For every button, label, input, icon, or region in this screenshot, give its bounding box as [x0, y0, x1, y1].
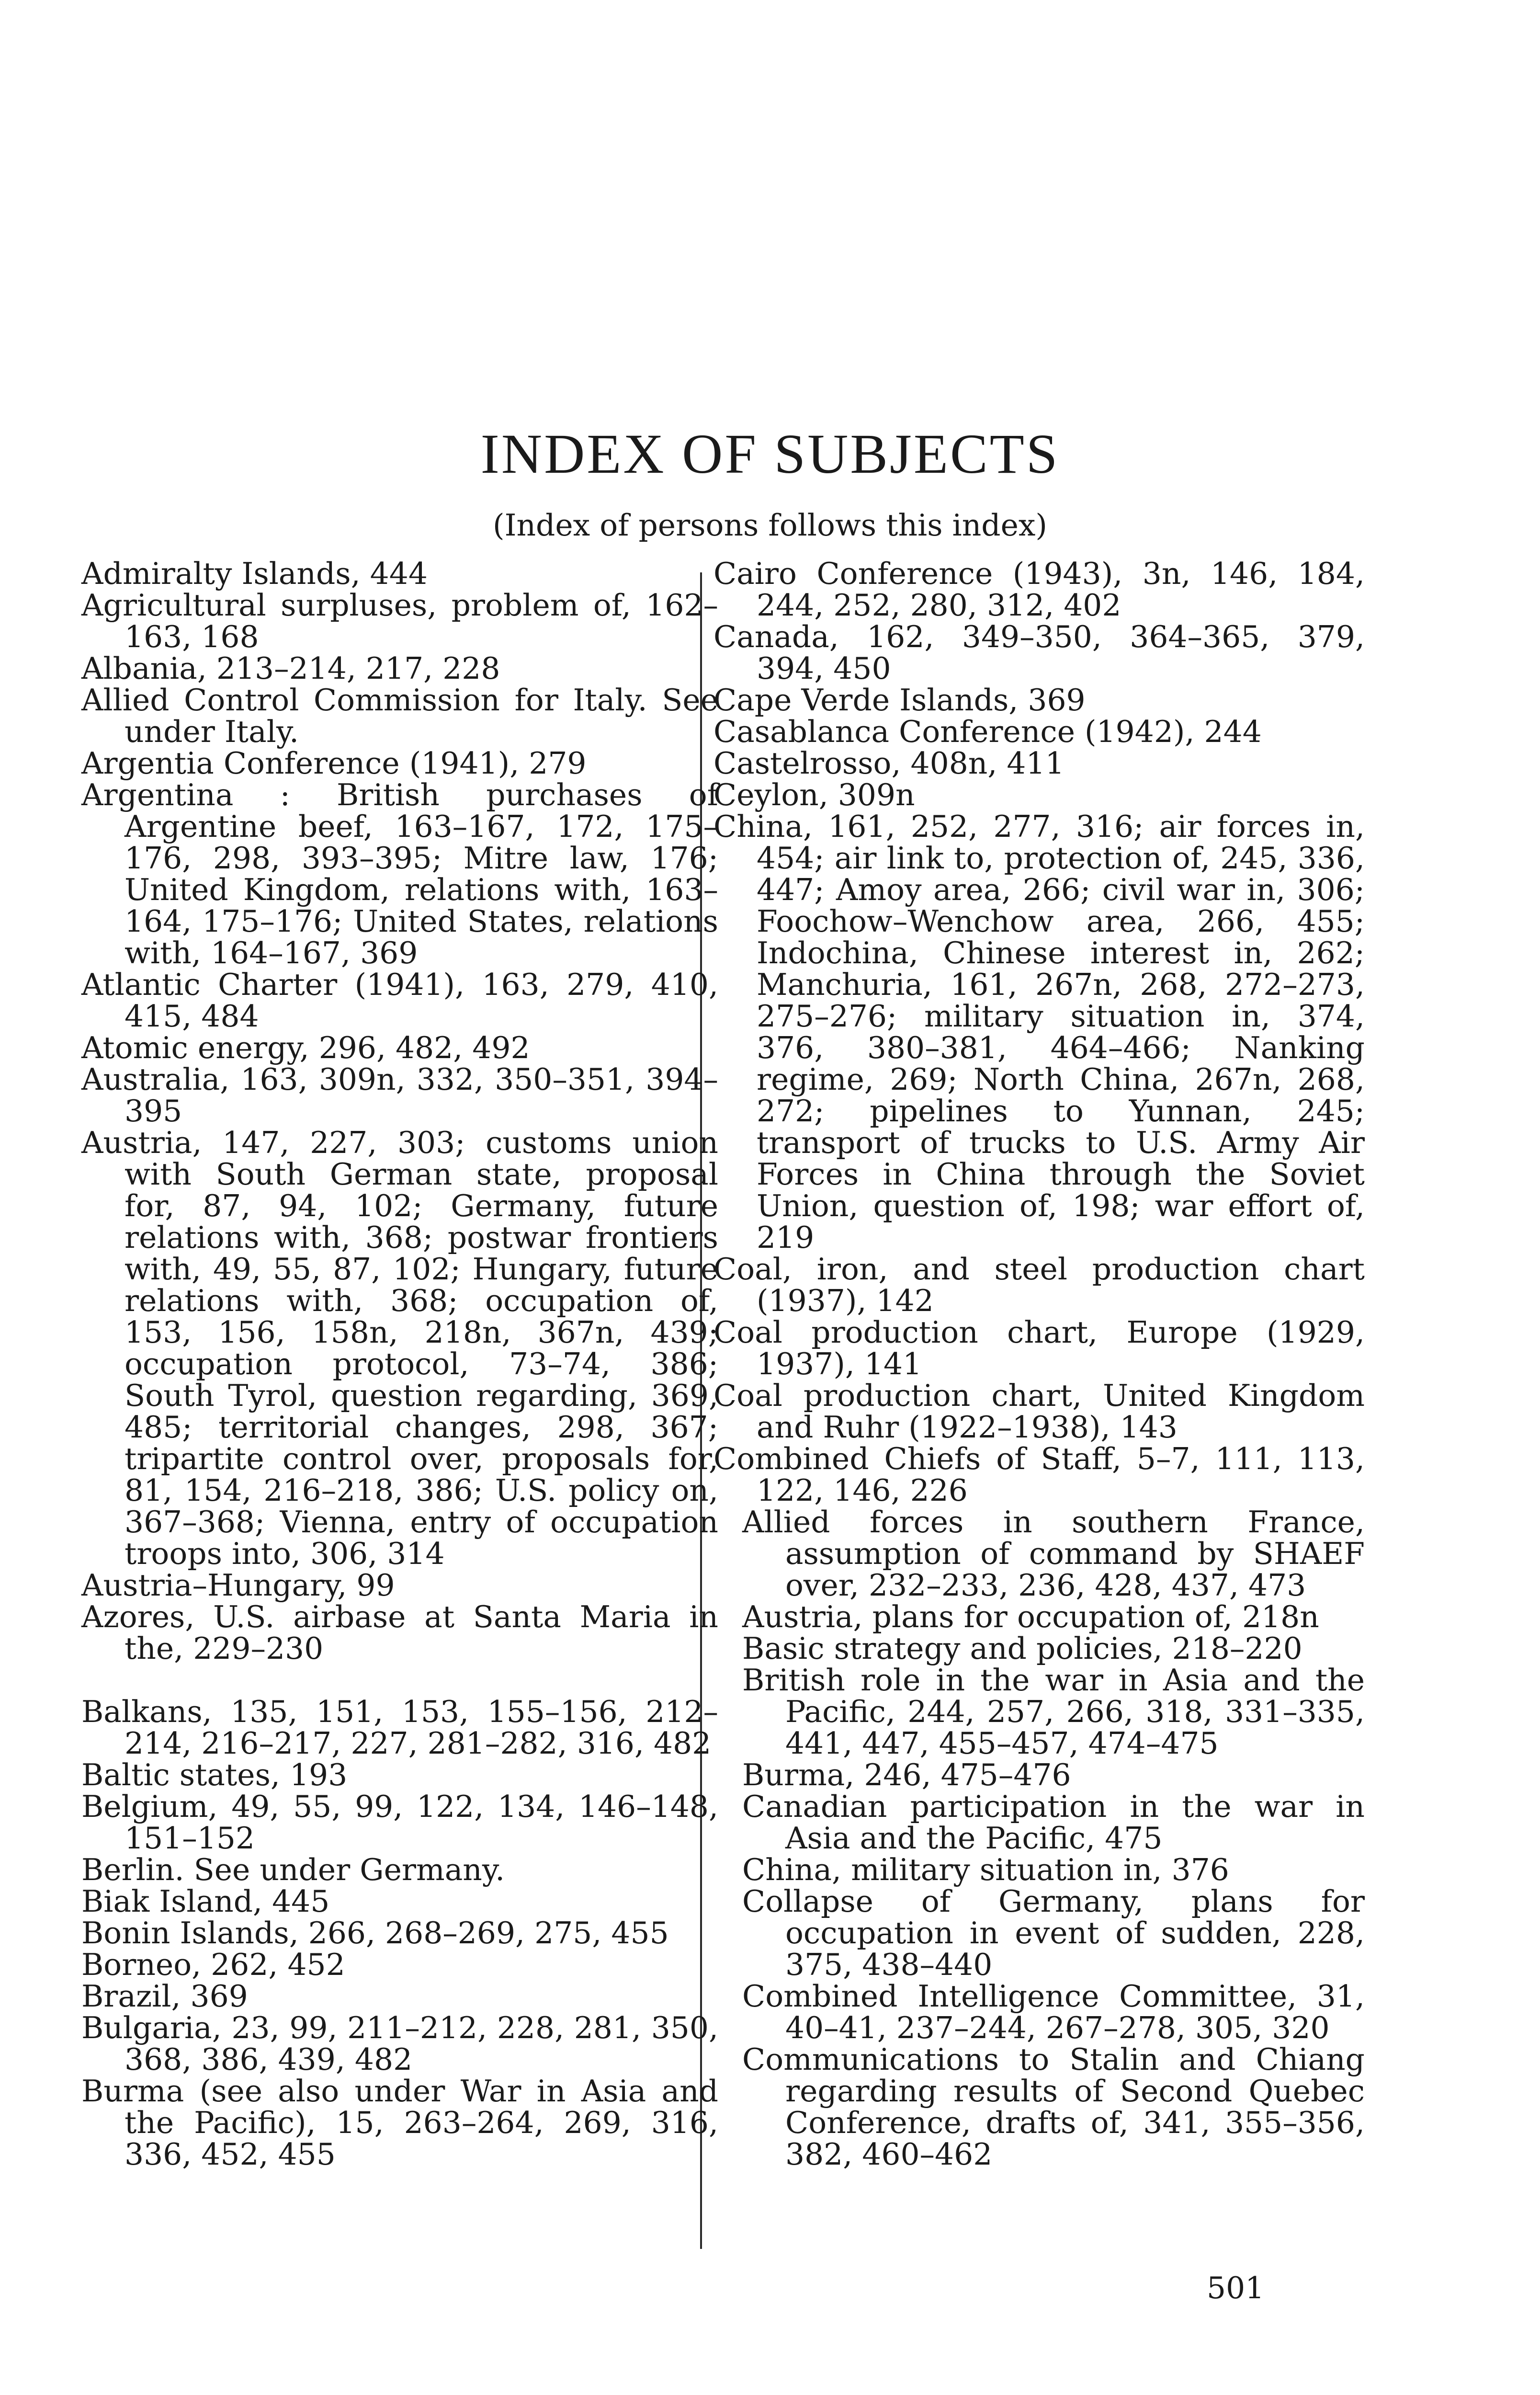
- index-entry: Belgium, 49, 55, 99, 122, 134, 146–148, 151–152: [81, 1789, 718, 1856]
- right-column: [713, 558, 1365, 2170]
- index-entry: Castelrosso, 408n, 411: [713, 746, 1064, 781]
- index-entry: Argentia Conference (1941), 279: [81, 746, 587, 781]
- section-gap: [81, 1665, 718, 1696]
- index-subentry: Communications to Stalin and Chiang regarding results of Second Quebec Conference, drafts of, 341, 355–356, 382, 460–462: [742, 2042, 1365, 2172]
- index-entry: Casablanca Conference (1942), 244: [713, 714, 1262, 749]
- index-entry: Austria–Hungary, 99: [81, 1568, 395, 1603]
- index-entry: Ceylon, 309n: [713, 777, 915, 812]
- page-number: 501: [1207, 2270, 1265, 2305]
- index-entry: Baltic states, 193: [81, 1757, 348, 1792]
- index-subentry: Basic strategy and policies, 218–220: [742, 1631, 1302, 1666]
- index-subentry: Combined Intelligence Committee, 31, 40–41, 237–244, 267–278, 305, 320: [742, 1979, 1365, 2045]
- index-entry: Berlin. See under Germany.: [81, 1852, 505, 1887]
- index-subentry: British role in the war in Asia and the Pacific, 244, 257, 266, 318, 331–335, 441, 447, 455–457, 474–475: [742, 1663, 1365, 1761]
- index-subentry: Austria, plans for occupation of, 218n: [742, 1599, 1319, 1634]
- index-entry: Bonin Islands, 266, 268–269, 275, 455: [81, 1916, 669, 1950]
- index-entry: Coal, iron, and steel production chart (1937), 142: [713, 1252, 1365, 1318]
- index-entry: Allied Control Commission for Italy. See under Italy.: [81, 683, 718, 749]
- index-entry: Azores, U.S. airbase at Santa Maria in the, 229–230: [81, 1599, 718, 1666]
- index-entry: Coal production chart, United Kingdom and Ruhr (1922–1938), 143: [713, 1378, 1365, 1445]
- index-entry: Combined Chiefs of Staff, 5–7, 111, 113, 122, 146, 226: [713, 1441, 1365, 1508]
- index-subentry: Allied forces in southern France, assumption of command by SHAEF over, 232–233, 236, 428, 437, 473: [742, 1505, 1365, 1603]
- page-title: INDEX OF SUBJECTS: [480, 422, 1060, 485]
- index-entry: Cape Verde Islands, 369: [713, 683, 1086, 718]
- index-entry: Brazil, 369: [81, 1979, 248, 2014]
- index-entry: Bulgaria, 23, 99, 211–212, 228, 281, 350, 368, 386, 439, 482: [81, 2010, 718, 2077]
- index-subentry: China, military situation in, 376: [742, 1852, 1229, 1887]
- index-subentry: Canadian participation in the war in Asia and the Pacific, 475: [742, 1789, 1365, 1856]
- index-entry: Canada, 162, 349–350, 364–365, 379, 394, 450: [713, 619, 1365, 686]
- index-subentry: Collapse of Germany, plans for occupation in event of sudden, 228, 375, 438–440: [742, 1884, 1365, 1982]
- index-entry: Austria, 147, 227, 303; customs union with South German state, proposal for, 87, 94, 102; Germany, future relations with, 368; postwar frontiers with, 49, 55, 87, 102; Hungary, future relations with, 368; occupation of, 153, 156, 158n, 218n, 367n, 439; occupation protocol, 73–74, 386; South Tyrol, question regarding, 369, 485; territorial changes, 298, 367; tripartite control over, proposals for, 81, 154, 216–218, 386; U.S. policy on, 367–368; Vienna, entry of occupation troops into, 306, 314: [81, 1125, 718, 1571]
- left-column: [81, 558, 718, 2170]
- index-entry: Coal production chart, Europe (1929, 1937), 141: [713, 1315, 1365, 1381]
- index-entry: Biak Island, 445: [81, 1884, 330, 1919]
- index-entry: Argentina : British purchases of Argentine beef, 163–167, 172, 175–176, 298, 393–395; Mitre law, 176; United Kingdom, relations with, 163–164, 175–176; United States, relations with, 164–167, 369: [81, 777, 718, 970]
- index-entry: Albania, 213–214, 217, 228: [81, 651, 500, 686]
- index-entry: Atomic energy, 296, 482, 492: [81, 1030, 530, 1065]
- index-entry: Balkans, 135, 151, 153, 155–156, 212–214, 216–217, 227, 281–282, 316, 482: [81, 1694, 718, 1761]
- page-subtitle: (Index of persons follows this index): [493, 508, 1047, 543]
- index-subentry: Burma, 246, 475–476: [742, 1757, 1071, 1792]
- index-entry: Australia, 163, 309n, 332, 350–351, 394–395: [81, 1062, 718, 1129]
- index-entry: Atlantic Charter (1941), 163, 279, 410, 415, 484: [81, 967, 718, 1034]
- index-entry: China, 161, 252, 277, 316; air forces in, 454; air link to, protection of, 245, 336, 447; Amoy area, 266; civil war in, 306; Foochow–Wenchow area, 266, 455; Indochina, Chinese interest in, 262; Manchuria, 161, 267n, 268, 272–273, 275–276; military situation in, 374, 376, 380–381, 464–466; Nanking regime, 269; North China, 267n, 268, 272; pipelines to Yunnan, 245; transport of trucks to U.S. Army Air Forces in China through the Soviet Union, question of, 198; war effort of, 219: [713, 809, 1365, 1255]
- index-entry: Borneo, 262, 452: [81, 1947, 345, 1982]
- index-entry: Cairo Conference (1943), 3n, 146, 184, 244, 252, 280, 312, 402: [713, 556, 1365, 623]
- index-entry: Burma (see also under War in Asia and the Pacific), 15, 263–264, 269, 316, 336, 452, 455: [81, 2074, 718, 2172]
- index-entry: Admiralty Islands, 444: [81, 556, 428, 591]
- index-entry: Agricultural surpluses, problem of, 162–163, 168: [81, 588, 718, 654]
